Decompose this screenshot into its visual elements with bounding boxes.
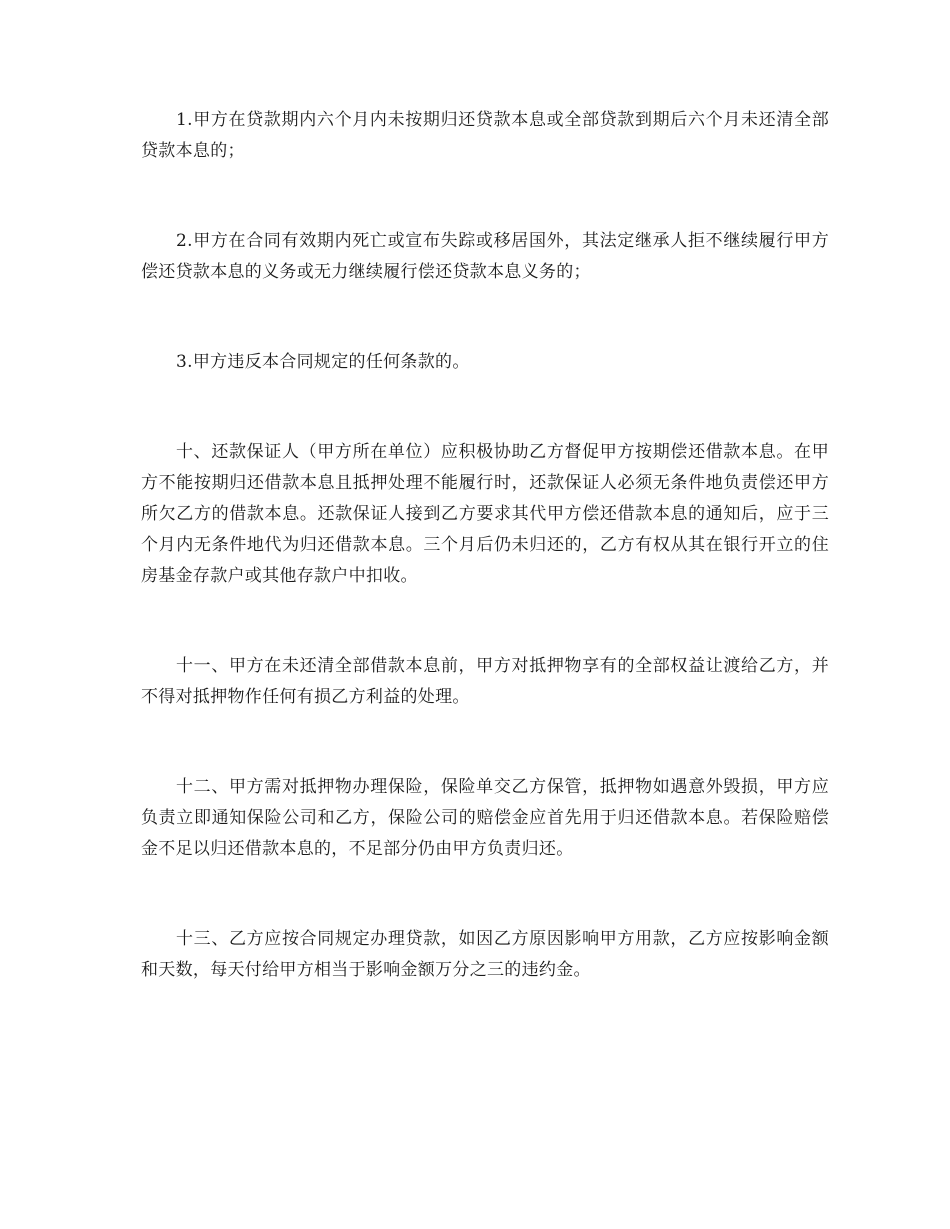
clause-thirteen: 十三、乙方应按合同规定办理贷款，如因乙方原因影响甲方用款，乙方应按影响金额和天数，每天付给甲方相当于影响金额万分之三的违约金。 bbox=[141, 929, 829, 980]
clause-item-1: 1.甲方在贷款期内六个月内未按期归还贷款本息或全部贷款到期后六个月未还清全部贷款本息的； bbox=[141, 110, 829, 161]
clause-item-3: 3.甲方违反本合同规定的任何条款的。 bbox=[176, 352, 470, 372]
clause-ten: 十、还款保证人（甲方所在单位）应积极协助乙方督促甲方按期偿还借款本息。在甲方不能按期归还借款本息且抵押处理不能履行时，还款保证人必须无条件地负责偿还甲方所欠乙方的借款本息。还款保证人接到乙方要求其代甲方偿还借款本息的通知后，应于三个月内无条件地代为归还借款本息。三个月后仍未归还的，乙方有权从其在银行开立的住房基金存款户或其他存款户中扣收。 bbox=[141, 442, 829, 586]
clause-item-2: 2.甲方在合同有效期内死亡或宣布失踪或移居国外，其法定继承人拒不继续履行甲方偿还贷款本息的义务或无力继续履行偿还贷款本息义务的； bbox=[141, 231, 829, 282]
clause-eleven: 十一、甲方在未还清全部借款本息前，甲方对抵押物享有的全部权益让渡给乙方，并不得对抵押物作任何有损乙方利益的处理。 bbox=[141, 656, 829, 707]
document-body bbox=[141, 105, 829, 986]
clause-twelve: 十二、甲方需对抵押物办理保险，保险单交乙方保管，抵押物如遇意外毁损，甲方应负责立即通知保险公司和乙方，保险公司的赔偿金应首先用于归还借款本息。若保险赔偿金不足以归还借款本息的，不足部分仍由甲方负责归还。 bbox=[141, 777, 829, 859]
